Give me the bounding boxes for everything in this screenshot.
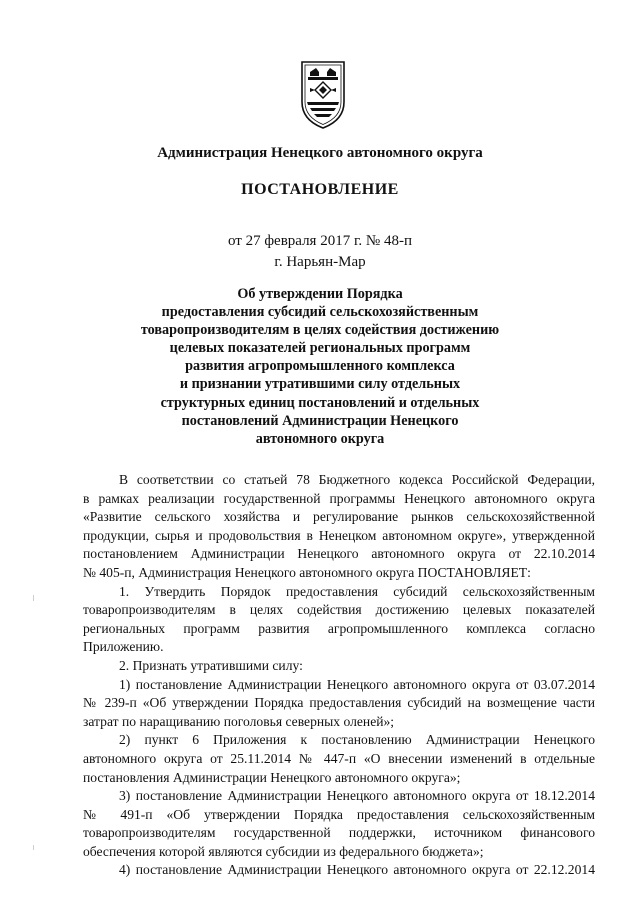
scan-artifact <box>33 845 34 850</box>
document-type: ПОСТАНОВЛЕНИЕ <box>241 181 399 198</box>
body-line: 4) постановление Администрации Ненецкого автономного округа от 22.12.2014 <box>119 862 595 878</box>
title-line: товаропроизводителям в целях содействия достижению <box>140 322 500 339</box>
body-line: обеспечения которой являются субсидии из федерального бюджета»; <box>83 843 484 859</box>
coat-of-arms-emblem <box>298 58 348 130</box>
body-line: затрат по наращиванию поголовья северных оленей»; <box>83 713 395 729</box>
title-line: предоставления субсидий сельскохозяйственным <box>161 304 479 321</box>
body-line: региональных программ развития агропромышленного комплекса согласно <box>83 620 595 636</box>
body-line: товаропроизводителям государственной поддержки, источником финансового <box>83 825 595 841</box>
body-line: постановлением Администрации Ненецкого автономного округа от 22.10.2014 <box>83 546 595 562</box>
body-line: в рамках реализации государственной программы Ненецкого автономного округа <box>83 490 595 506</box>
body-line: 2) пункт 6 Приложения к постановлению Администрации Ненецкого <box>119 732 595 748</box>
title-line: автономного округа <box>255 430 385 447</box>
body-line: 3) постановление Администрации Ненецкого автономного округа от 18.12.2014 <box>119 788 595 804</box>
body-line: № 239-п «Об утверждении Порядка предоставления субсидий на возмещение части <box>83 695 595 711</box>
title-line: развития агропромышленного комплекса <box>185 358 455 375</box>
body-line: продукции, сырья и продовольствия в Ненецком автономном округе», утвержденной <box>83 527 595 543</box>
body-line: товаропроизводителям в целях содействия достижению целевых показателей <box>83 602 595 618</box>
body-line: 1. Утвердить Порядок предоставления субсидий сельскохозяйственным <box>119 583 595 599</box>
document-title <box>110 285 530 448</box>
body-line: автономного округа от 25.11.2014 № 447-п «О внесении изменений в отдельные <box>83 750 595 766</box>
title-line: структурных единиц постановлений и отдельных <box>160 394 480 411</box>
scan-artifact <box>33 595 34 601</box>
document-date-number: от 27 февраля 2017 г. № 48-п <box>227 233 413 249</box>
body-line: № 405-п, Администрация Ненецкого автономного округа ПОСТАНОВЛЯЕТ: <box>83 564 531 580</box>
title-line: постановлений Администрации Ненецкого <box>181 412 459 429</box>
body-line: № 491-п «Об утверждении Порядка предоставления сельскохозяйственным <box>83 806 595 822</box>
body-line: 1) постановление Администрации Ненецкого автономного округа от 03.07.2014 <box>119 676 595 692</box>
body-line: Приложению. <box>83 639 164 655</box>
body-line: «Развитие сельского хозяйства и регулирование рынков сельскохозяйственной <box>83 509 595 525</box>
title-line: целевых показателей региональных программ <box>169 340 471 357</box>
title-line: и признании утратившими силу отдельных <box>179 376 461 393</box>
body-line: В соответствии со статьей 78 Бюджетного кодекса Российской Федерации, <box>119 472 595 487</box>
body-line: постановления Администрации Ненецкого автономного округа»; <box>83 769 461 785</box>
organization-name: Администрация Ненецкого автономного округа <box>157 145 483 161</box>
document-body <box>83 471 595 880</box>
document-city: г. Нарьян-Мар <box>274 254 366 270</box>
body-line: 2. Признать утратившими силу: <box>119 657 303 673</box>
title-line: Об утверждении Порядка <box>237 286 403 302</box>
